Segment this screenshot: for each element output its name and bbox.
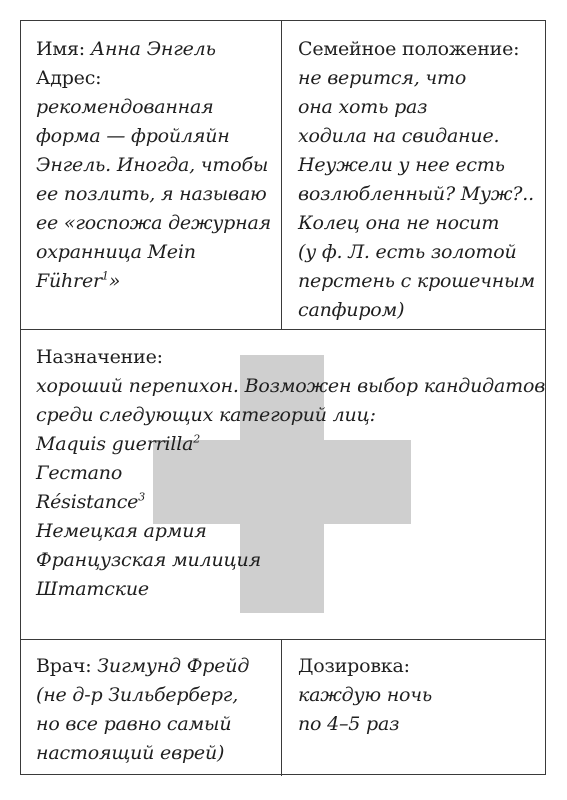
address-label: Адрес:	[36, 67, 102, 89]
address-line: охранница Mein	[36, 241, 196, 263]
prescription-intro-line: среди следующих категорий лиц:	[36, 404, 376, 426]
prescription-label: Назначение:	[36, 346, 163, 368]
medical-card	[20, 20, 546, 775]
marital-status-line: ходила на свидание.	[298, 125, 500, 147]
marital-status-line: возлюбленный? Муж?..	[298, 183, 534, 205]
address-closing-quote: »	[108, 270, 121, 292]
doctor-note-line: (не д-р Зильберберг,	[36, 684, 239, 706]
doctor-name: Зигмунд Фрейд	[97, 655, 250, 677]
candidate-item-text: Штатские	[36, 578, 149, 600]
doctor-note-line: но все равно самый	[36, 713, 232, 735]
doctor-cell	[36, 652, 249, 768]
marital-status-line: (у ф. Л. есть золотой	[298, 241, 517, 263]
divider-vertical-bottom	[281, 639, 282, 776]
address-line: Энгель. Иногда, чтобы	[36, 154, 269, 176]
address-line: форма — фройляйн	[36, 125, 230, 147]
candidate-item	[36, 488, 545, 517]
marital-status-line: она хоть раз	[298, 96, 428, 118]
footnote-marker: 2	[193, 432, 201, 446]
candidate-item	[36, 517, 545, 546]
footnote-marker: 1	[101, 269, 109, 283]
dosage-cell	[298, 652, 432, 739]
candidate-item-text: Maquis guerrilla	[36, 433, 194, 455]
prescription-intro-line: хороший перепихон. Возможен выбор кандидатов	[36, 375, 546, 397]
doctor-label: Врач:	[36, 655, 92, 677]
dosage-line: каждую ночь	[298, 684, 433, 706]
candidate-item-text: Résistance	[36, 491, 139, 513]
candidate-item	[36, 459, 545, 488]
address-line: ее «госпожа дежурная	[36, 212, 271, 234]
address-last-word: Führer	[36, 270, 102, 292]
patient-info-cell	[36, 35, 271, 296]
marital-status-line: сапфиром)	[298, 299, 405, 321]
candidate-item	[36, 546, 545, 575]
marital-status-line: Неужели у нее есть	[298, 154, 505, 176]
candidate-item	[36, 575, 545, 604]
marital-status-line: перстень с крошечным	[298, 270, 535, 292]
name-value: Анна Энгель	[90, 38, 216, 60]
divider-bottom	[21, 639, 545, 640]
footnote-marker: 3	[138, 490, 146, 504]
candidate-item-text: Гестапо	[36, 462, 123, 484]
dosage-line: по 4–5 раз	[298, 713, 400, 735]
marital-status-line: Колец она не носит	[298, 212, 500, 234]
name-label: Имя:	[36, 38, 85, 60]
divider-vertical-top	[281, 21, 282, 329]
dosage-label: Дозировка:	[298, 655, 410, 677]
marital-status-label: Семейное положение:	[298, 38, 520, 60]
marital-status-cell	[298, 35, 535, 325]
divider-top	[21, 329, 545, 330]
prescription-cell	[36, 343, 545, 604]
candidate-item-text: Немецкая армия	[36, 520, 207, 542]
address-line: ее позлить, я называю	[36, 183, 267, 205]
doctor-note-line: настоящий еврей)	[36, 742, 225, 764]
address-line: рекомендованная	[36, 96, 214, 118]
marital-status-line: не верится, что	[298, 67, 467, 89]
candidate-item-text: Французская милиция	[36, 549, 261, 571]
candidate-item	[36, 430, 545, 459]
